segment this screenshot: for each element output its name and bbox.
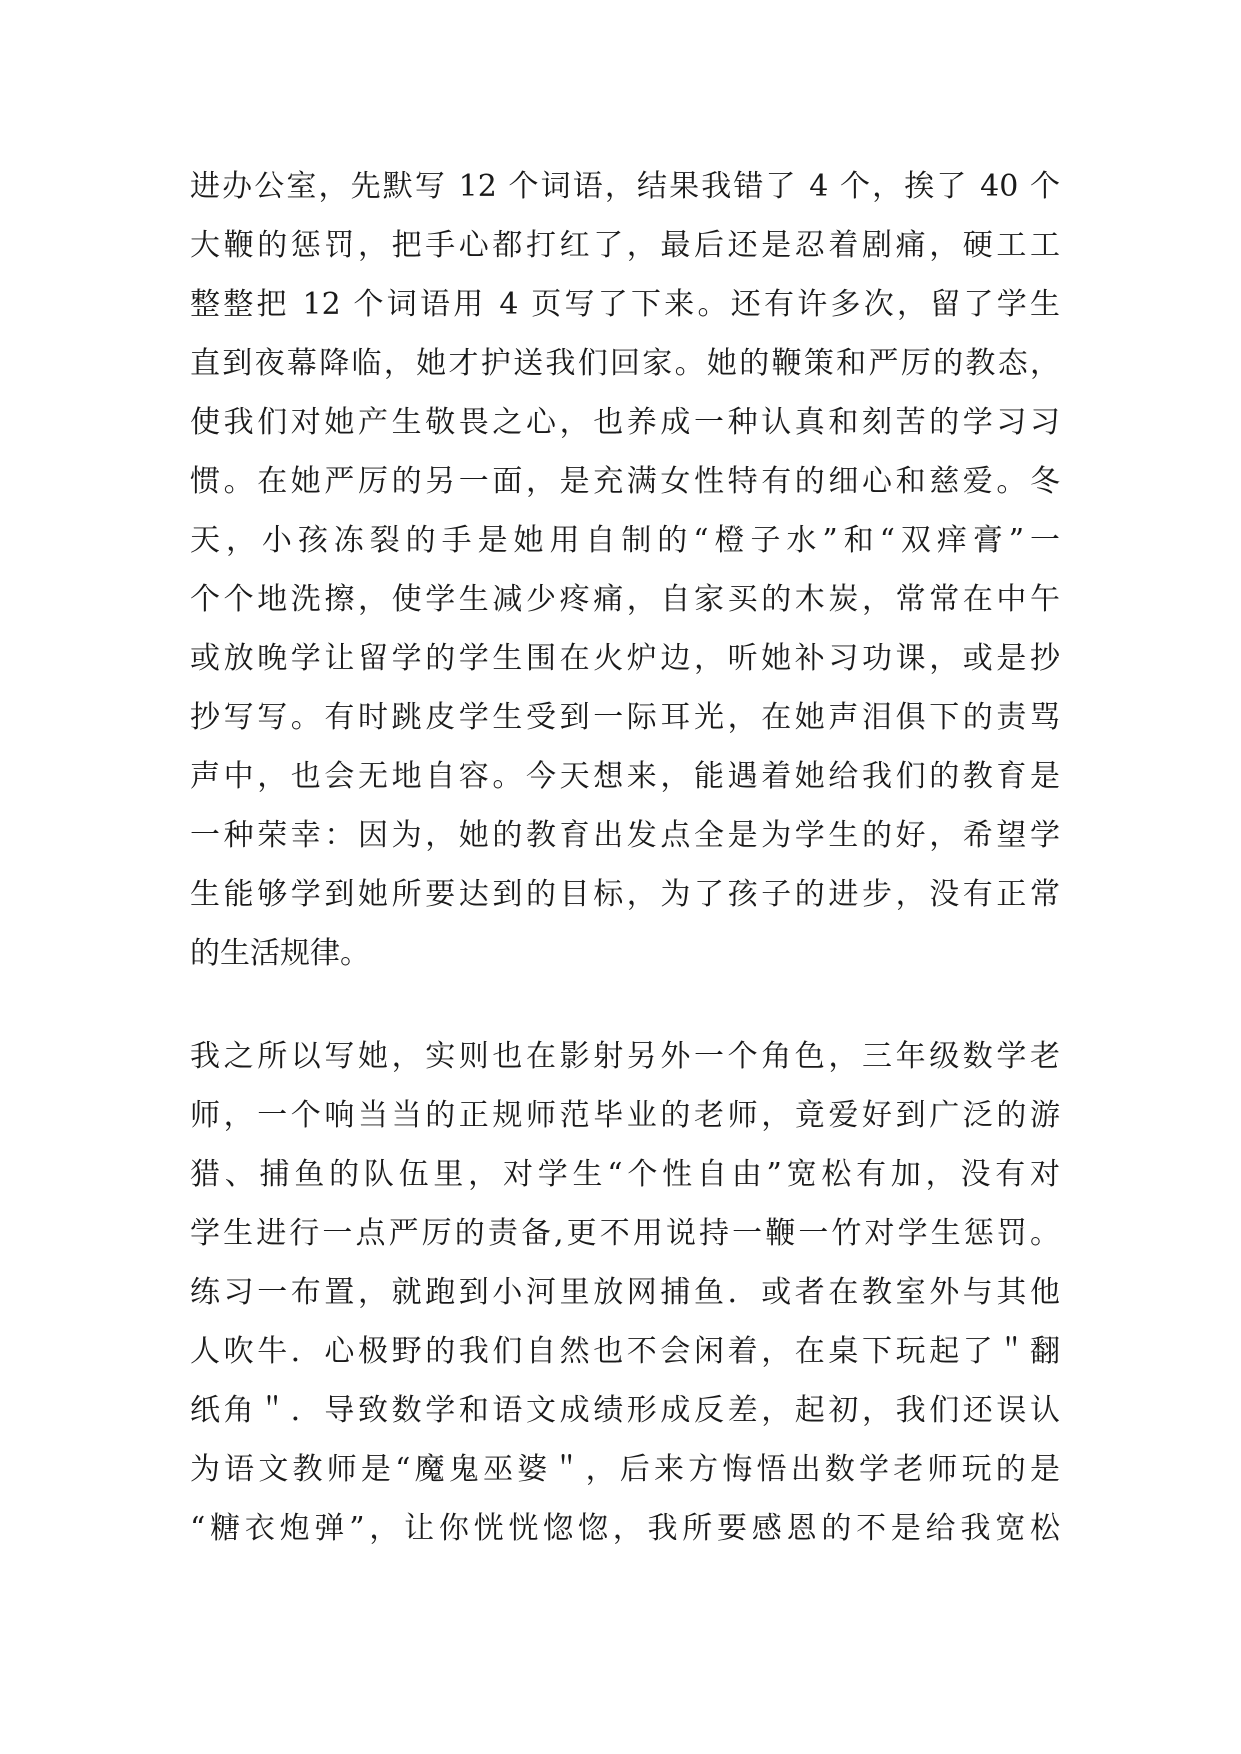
text-line: 人吹牛．心极野的我们自然也不会闲着，在桌下玩起了＂翻 <box>190 1334 1060 1369</box>
text-line: “糖衣炮弹”，让你恍恍惚惚，我所要感恩的不是给我宽松 <box>190 1511 1060 1546</box>
text-line: 个个地洗擦，使学生减少疼痛，自家买的木炭，常常在中午 <box>190 582 1060 617</box>
text-line: 天，小孩冻裂的手是她用自制的“橙子水”和“双痒膏”一 <box>190 523 1060 558</box>
paragraph-1 <box>190 157 1060 983</box>
text-line: 整整把 12 个词语用 4 页写了下来。还有许多次，留了学生 <box>190 287 1060 322</box>
text-line: 学生进行一点严厉的责备,更不用说持一鞭一竹对学生惩罚。 <box>190 1216 1060 1251</box>
text-line: 练习一布置，就跑到小河里放网捕鱼．或者在教室外与其他 <box>190 1275 1060 1310</box>
text-line: 我之所以写她，实则也在影射另外一个角色，三年级数学老 <box>190 1039 1060 1074</box>
text-line: 一种荣幸：因为，她的教育出发点全是为学生的好，希望学 <box>190 818 1060 853</box>
text-line: 生能够学到她所要达到的目标，为了孩子的进步，没有正常 <box>190 877 1060 912</box>
text-line: 大鞭的惩罚，把手心都打红了，最后还是忍着剧痛，硬工工 <box>190 228 1060 263</box>
text-line: 的生活规律。 <box>190 936 370 971</box>
text-line: 声中，也会无地自容。今天想来，能遇着她给我们的教育是 <box>190 759 1060 794</box>
text-line: 进办公室，先默写 12 个词语，结果我错了 4 个，挨了 40 个 <box>190 169 1060 204</box>
paragraph-2 <box>190 1027 1060 1558</box>
text-line: 抄写写。有时跳皮学生受到一际耳光，在她声泪俱下的责骂 <box>190 700 1060 735</box>
text-line: 使我们对她产生敬畏之心，也养成一种认真和刻苦的学习习 <box>190 405 1060 440</box>
text-line: 或放晚学让留学的学生围在火炉边，听她补习功课，或是抄 <box>190 641 1060 676</box>
text-line: 师，一个响当当的正规师范毕业的老师，竟爱好到广泛的游 <box>190 1098 1060 1133</box>
text-line: 直到夜幕降临，她才护送我们回家。她的鞭策和严厉的教态， <box>190 346 1060 381</box>
text-line: 纸角＂．导致数学和语文成绩形成反差，起初，我们还误认 <box>190 1393 1060 1428</box>
text-line: 为语文教师是“魔鬼巫婆＂，后来方悔悟出数学老师玩的是 <box>190 1452 1060 1487</box>
text-line: 惯。在她严厉的另一面，是充满女性特有的细心和慈爱。冬 <box>190 464 1060 499</box>
text-line: 猎、捕鱼的队伍里，对学生“个性自由”宽松有加，没有对 <box>190 1157 1060 1192</box>
